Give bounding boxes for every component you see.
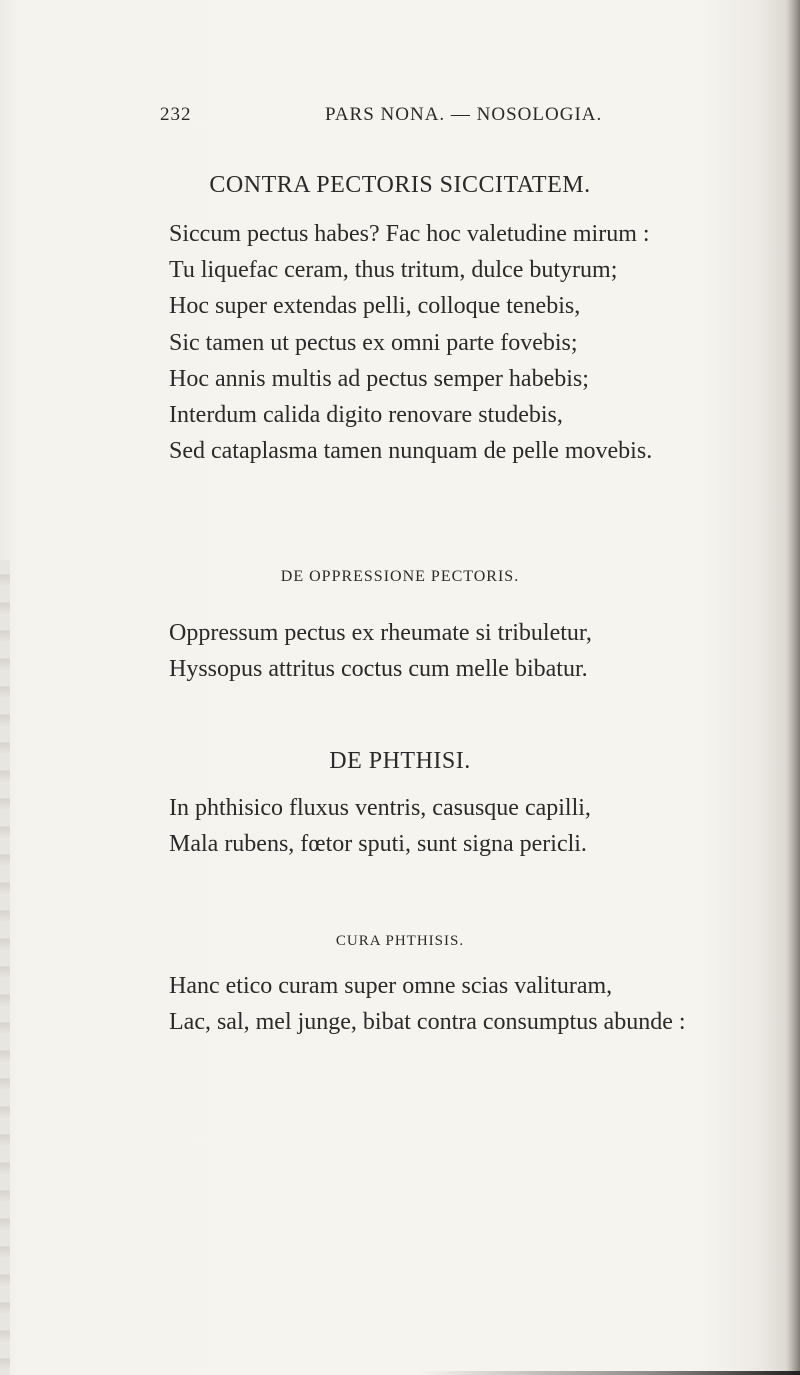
verse-line: Hoc super extendas pelli, colloque tenebis, (169, 293, 581, 320)
running-head (160, 104, 640, 134)
verse-line: Hanc etico curam super omne scias valituram, (169, 973, 613, 999)
verse-line: Oppressum pectus ex rheumate si tribuletur, (169, 620, 592, 646)
verse-line: Lac, sal, mel junge, bibat contra consumptus abunde : (169, 1009, 686, 1036)
section-title-cura-phthisis: CURA PHTHISIS. (335, 933, 465, 949)
page-right-edge-shadow (786, 0, 800, 1375)
running-title: PARS NONA. — NOSOLOGIA. (325, 104, 603, 125)
verse-block-cura-phthisis (169, 968, 789, 1040)
verse-line: Interdum calida digito renovare studebis, (169, 401, 563, 428)
verse-line: Tu liquefac ceram, thus tritum, dulce butyrum; (169, 257, 618, 284)
section-title-contra-pectoris-siccitatem: CONTRA PECTORIS SICCITATEM. (209, 172, 591, 198)
verse-block-contra-pectoris-siccitatem (169, 216, 789, 469)
page-left-edge-shadow (0, 560, 10, 1375)
verse-block-de-oppressione-pectoris (169, 615, 789, 687)
verse-line: Hyssopus attritus coctus cum melle bibatur. (169, 656, 588, 683)
verse-line: Hoc annis multis ad pectus semper habebis; (169, 365, 589, 392)
section-title-de-phthisi: DE PHTHISI. (329, 748, 471, 774)
verse-line: In phthisico fluxus ventris, casusque capilli, (169, 795, 591, 821)
verse-line: Mala rubens, fœtor sputi, sunt signa pericli. (169, 831, 587, 858)
page-bottom-edge-shadow (420, 1371, 800, 1375)
verse-block-de-phthisi (169, 790, 789, 862)
verse-line: Siccum pectus habes? Fac hoc valetudine mirum : (169, 221, 650, 247)
verse-line: Sed cataplasma tamen nunquam de pelle movebis. (169, 438, 653, 465)
section-title-de-oppressione-pectoris: DE OPPRESSIONE PECTORIS. (280, 568, 520, 585)
verse-line: Sic tamen ut pectus ex omni parte fovebis; (169, 329, 578, 356)
page-number: 232 (160, 104, 192, 125)
